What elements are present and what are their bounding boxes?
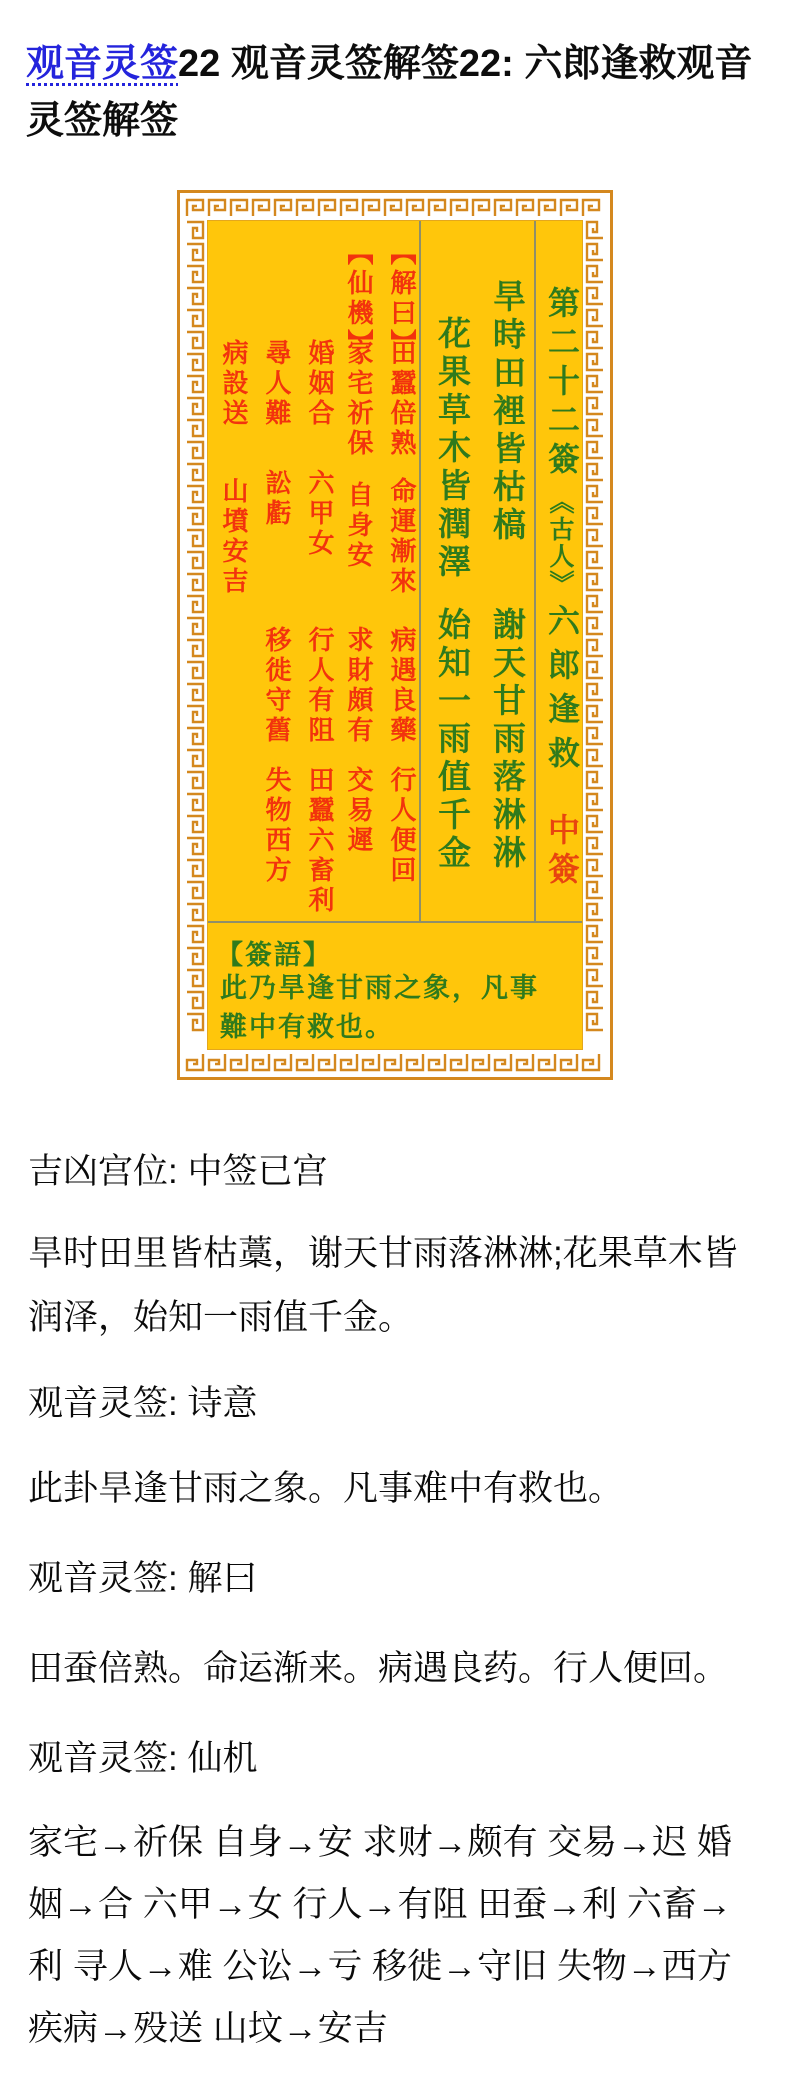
sign-name: 六郎逢救 xyxy=(544,604,580,780)
fortune-sign-card xyxy=(177,190,613,1080)
poem-line-3: 花果草木皆潤澤 xyxy=(434,316,471,582)
poem-line-4: 始知一雨值千金 xyxy=(434,607,471,873)
xianji-item: 六甲女 xyxy=(305,469,335,559)
qianyu-text: 此乃旱逢甘雨之象，凡事難中有救也。 xyxy=(220,973,539,1042)
jieyue-header: 【解曰】 xyxy=(387,239,417,359)
xianji-item: 家宅祈保 xyxy=(344,339,374,459)
paragraph-shiyi-label: 观音灵签: 诗意 xyxy=(28,1384,258,1423)
jieyue-item: 行人便回 xyxy=(387,766,417,886)
xianji-item: 交易遲 xyxy=(344,766,374,856)
xianji-item: 自身安 xyxy=(344,481,374,571)
column-divider xyxy=(534,221,536,921)
poem-line-1: 旱時田裡皆枯槁 xyxy=(489,279,526,545)
jieyue-item: 病遇良藥 xyxy=(387,626,417,746)
sign-grade: 中簽 xyxy=(544,813,580,891)
xianji-item: 田蠶六畜利 xyxy=(305,766,335,916)
xianji-item: 行人有阻 xyxy=(305,626,335,746)
xianji-item: 失物西方 xyxy=(262,766,292,886)
page-title-rest: 22 观音灵签解签22: 六郎逢救观音灵签解签 xyxy=(26,43,753,142)
sign-number: 第二十二簽 xyxy=(544,286,580,481)
xianji-item: 山墳安吉 xyxy=(219,477,249,597)
jieyue-item: 田蠶倍熟 xyxy=(387,339,417,459)
paragraph-jieyue: 田蚕倍熟。命运渐来。病遇良药。行人便回。 xyxy=(28,1649,729,1688)
sign-category: 《古人》 xyxy=(546,489,574,597)
section-divider xyxy=(208,921,582,923)
xianji-header: 【仙機】 xyxy=(344,239,374,359)
xianji-item: 病設送 xyxy=(219,339,249,429)
paragraph-jieyue-label: 观音灵签: 解曰 xyxy=(28,1559,258,1598)
xianji-item: 移徙守舊 xyxy=(262,626,292,746)
guanyin-lingqian-link[interactable]: 观音灵签 xyxy=(26,43,179,85)
paragraph-gongwei: 吉凶宫位: 中签已宫 xyxy=(28,1152,328,1191)
page-title xyxy=(26,36,784,150)
xianji-item: 求財頗有 xyxy=(344,626,374,746)
paragraph-shiyi: 此卦旱逢甘雨之象。凡事难中有救也。 xyxy=(28,1469,624,1508)
xianji-item: 訟虧 xyxy=(262,469,292,529)
paragraph-xianji: 家宅→祈保 自身→安 求财→颇有 交易→迟 婚姻→合 六甲→女 行人→有阻 田蚕→利 六畜→利 寻人→难 公讼→亏 移徙→守旧 失物→西方 疾病→殁送 山坟→安吉 xyxy=(28,1823,732,2048)
paragraph-poem: 旱时田里皆枯藁，谢天甘雨落淋淋;花果草木皆润泽，始知一雨值千金。 xyxy=(28,1234,738,1337)
qianyu-header: 【簽語】 xyxy=(216,940,332,970)
jieyue-item: 命運漸來 xyxy=(387,477,417,597)
card-inner-panel xyxy=(207,220,583,1050)
xianji-item: 尋人難 xyxy=(262,339,292,429)
poem-line-2: 謝天甘雨落淋淋 xyxy=(489,607,526,873)
paragraph-xianji-label: 观音灵签: 仙机 xyxy=(28,1739,258,1778)
xianji-item: 婚姻合 xyxy=(305,339,335,429)
